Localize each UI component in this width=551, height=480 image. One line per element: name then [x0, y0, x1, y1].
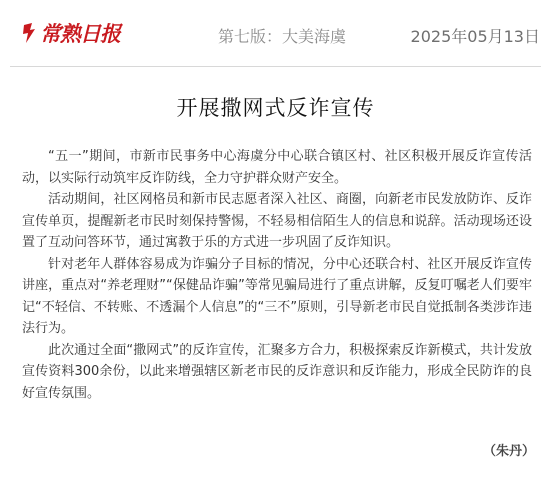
publication-date: 2025年05月13日: [410, 27, 540, 46]
logo-text: 常熟日报: [40, 21, 120, 46]
edition-label: 第七版：大美海虞: [218, 27, 347, 46]
article-paragraph: 活动期间，社区网格员和新市民志愿者深入社区、商圈，向新老市民发放防诈、反诈宣传单页，提醒新老市民时刻保持警惕，不轻易相信陌生人的信息和说辞。活动现场还设置了互动问答环节，通过寓教于乐的方式进一步巩固了反诈知识。: [22, 192, 532, 250]
page-header: [0, 0, 551, 68]
article-title: 开展撒网式反诈宣传: [176, 96, 375, 120]
article-paragraph: 此次通过全面“撒网式”的反诈宣传，汇聚多方合力，积极探索反诈新模式，共计发放宣传资料300余份，以此来增强辖区新老市民的反诈意识和反诈能力，形成全民防诈的良好宣传氛围。: [22, 342, 532, 401]
newspaper-logo[interactable]: [22, 18, 120, 48]
article-body: [22, 146, 532, 404]
logo-emblem-icon: [22, 22, 36, 44]
article-author: （朱丹）: [482, 444, 535, 459]
header-divider: [10, 66, 541, 67]
article-paragraph: “五一”期间，市新市民事务中心海虞分中心联合镇区村、社区积极开展反诈宣传活动，以实际行动筑牢反诈防线，全力守护群众财产安全。: [22, 149, 532, 186]
article-paragraph: 针对老年人群体容易成为诈骗分子目标的情况，分中心还联合村、社区开展反诈宣传讲座，重点对“养老理财”“保健品诈骗”等常见骗局进行了重点讲解，反复叮嘱老人们要牢记“不轻信、不转账、不透漏个人信息”的“三不”原则，引导新老市民自觉抵制各类涉诈违法行为。: [22, 256, 532, 336]
